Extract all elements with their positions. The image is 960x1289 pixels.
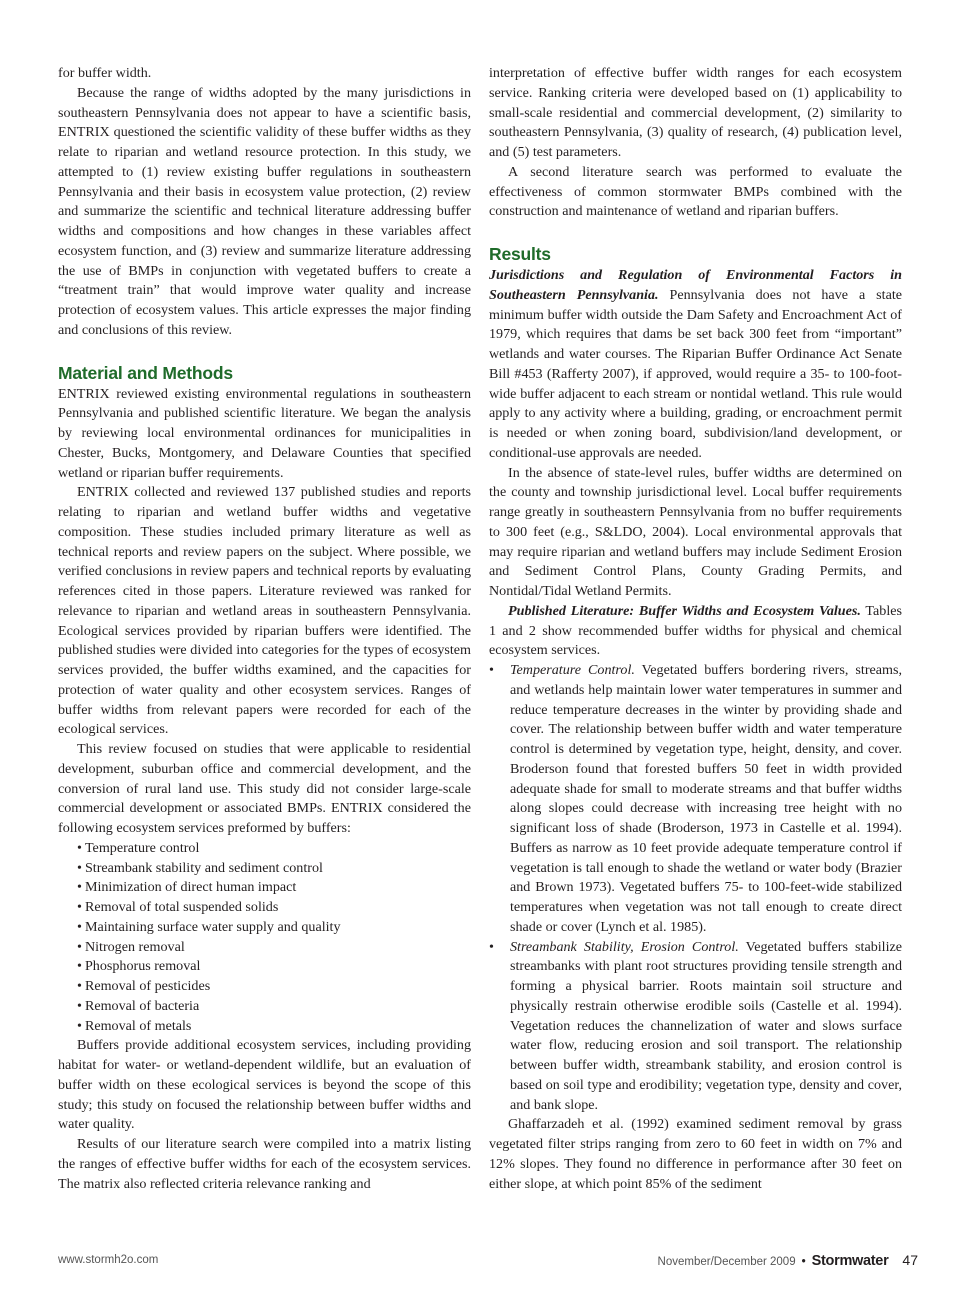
bullet-icon: • — [77, 1017, 82, 1034]
paragraph: Results of our literature search were compiled into a matrix listing the ranges of effective buffer widths for each of the ecosystem services. The matrix also reflected criteria relevance ranking and — [58, 1136, 471, 1192]
list-item: • Streambank stability and sediment control — [77, 859, 323, 876]
item-lead: Streambank Stability, Erosion Control. — [510, 938, 739, 955]
right-column — [489, 64, 902, 1194]
bullet-icon: • — [77, 918, 82, 935]
bullet-icon: • — [77, 879, 82, 896]
paragraph: ENTRIX collected and reviewed 137 published studies and reports relating to riparian and wetland buffer widths and vegetative composition. These studies included primary literature as well as technical reports and review papers on the subject. Where possible, we verified conclusions in review papers and technical reports by evaluating references cited in those papers. Literature reviewed was ranked for relevance to riparian and wetland areas in southeastern Pennsylvania. Ecological services provided by riparian buffers were identified. The published studies were divided into categories for the types of ecosystem services provided, the buffer widths examined, and the capacities for protection of water quality and other ecosystem services. Ranges of buffer widths from relevant papers were recorded for each of the ecological services. — [58, 484, 471, 738]
left-column — [58, 64, 471, 1194]
page-number: 47 — [902, 1252, 918, 1268]
paragraph: Jurisdictions and Regulation of Environmental Factors in Southeastern Pennsylvania. Pennsylvania does not have a state minimum buffer width outside the Dam Safety and Encroachment Act of 1979, which requires that dams be set back 300 feet from “important” wetlands and water courses. The Riparian Buffer Ordinance Act Senate Bill #453 (Rafferty 2007), if approved, would require a 35- to 100-foot-wide buffer adjacent to each stream or nontidal wetland. This rule would apply to any activity where a building, grading, or encroachment permit is needed or when zoning board, subdivision/land development, or conditional-use approvals are needed. — [489, 267, 902, 461]
list-item: • Minimization of direct human impact — [77, 879, 297, 896]
footer-url[interactable]: www.stormh2o.com — [58, 1254, 159, 1266]
bullet-icon: • — [77, 899, 82, 915]
list-item: • Streambank Stability, Erosion Control. Vegetated buffers stabilize streambanks with plant root structures providing tensile strength and forming a physical barrier. Roots maintain soil structure and physically restrain otherwise erodible soils (Castelle et al. 1994). Vegetation reduces the channelization of water and slows surface water flow, reducing erosion and soil transport. The relationship between buffer width, streambank stability, and erosion control is based on soil type and erodibility; vegetation type, density and cover, and bank slope. — [489, 938, 902, 1113]
page-footer — [58, 1254, 918, 1270]
list-item: • Removal of total suspended solids — [77, 899, 279, 915]
bullet-icon: • — [77, 859, 82, 876]
run-in-heading: Jurisdictions and Regulation of Environmental Factors in Southeastern Pennsylvania. — [489, 267, 902, 303]
list-item: • Temperature Control. Vegetated buffers bordering rivers, streams, and wetlands help maintain lower water temperatures in summer and reduce temperature decreases in the winter by providing shade and cover. The relationship between buffer width and water temperature control is determined by vegetation type, height, density, and cover. Broderson found that forested buffers 50 feet in width provided adequate shade for small to moderate streams and that buffer widths along slopes could decrease with increasing tree height with no significant loss of shade (Broderson, 1973 in Castelle et al. 1994). Buffers as narrow as 10 feet provide adequate temperature control if vegetation is tall enough to shade the wetland or water body (Brazier and Brown 1973). Vegetated buffers 75- to 100-feet-wide stabilized temperatures when vegetation was not tall enough to create direct shade or cover (Lynch et al. 1985). — [489, 662, 902, 935]
ecosystem-services-list — [58, 839, 471, 1037]
paragraph: interpretation of effective buffer width ranges for each ecosystem service. Ranking criteria were developed based on (1) applicability to small-scale residential and commercial development, (2) similarity to southeastern Pennsylvania, (3) quality of research, (4) publication level, and (5) test parameters. — [489, 65, 902, 160]
list-item: • Phosphorus removal — [77, 958, 201, 975]
bullet-icon: • — [77, 938, 82, 955]
bullet-icon: • — [77, 958, 82, 975]
paragraph: Ghaffarzadeh et al. (1992) examined sediment removal by grass vegetated filter strips ranging from zero to 60 feet in width on 7% and 12% slopes. They found no difference in performance after 30 feet on either slope, at which point 85% of the sediment — [489, 1116, 902, 1192]
list-item: • Removal of metals — [77, 1017, 192, 1034]
paragraph: A second literature search was performed to evaluate the effectiveness of common stormwater BMPs combined with the construction and maintenance of wetland and riparian buffers. — [489, 163, 902, 220]
run-in-heading: Published Literature: Buffer Widths and Ecosystem Values. — [508, 602, 861, 619]
list-item: • Removal of pesticides — [77, 978, 211, 994]
bullet-icon: • — [77, 839, 82, 856]
bullet-icon: • — [77, 997, 82, 1014]
footer-info — [658, 1252, 918, 1269]
list-item: • Maintaining surface water supply and quality — [77, 918, 341, 935]
paragraph: In the absence of state-level rules, buffer widths are determined on the county and township jurisdictional level. Local buffer requirements range greatly in southeastern Pennsylvania from no buffer requirements to 300 feet (e.g., S&LDO, 2004). Local environmental approvals that may require riparian and wetland buffers may include Sediment Erosion and Sediment Control Plans, County Grading Permits, and Nontidal/Tidal Wetland Permits. — [489, 464, 902, 599]
item-lead: Temperature Control. — [510, 662, 635, 678]
paragraph: This review focused on studies that were applicable to residential development, suburban office and commercial development, and the conversion of rural land use. This study did not consider large-scale commercial development or associated BMPs. ENTRIX considered the following ecosystem services preformed by buffers: — [58, 741, 471, 836]
paragraph: Buffers provide additional ecosystem services, including providing habitat for water- or wetland-dependent wildlife, but an evaluation of buffer width on these ecological services is beyond the scope of this study; this study on focused the relationship between buffer widths and water quality. — [58, 1037, 471, 1133]
section-heading-material-methods: Material and Methods — [58, 362, 233, 383]
paragraph: ENTRIX reviewed existing environmental regulations in southeastern Pennsylvania and published scientific literature. We began the analysis by reviewing local environmental ordinances for municipalities in Chester, Bucks, Montgomery, and Delaware Counties that specified wetland or riparian buffer requirements. — [58, 385, 471, 481]
list-item: • Temperature control — [77, 839, 200, 856]
magazine-brand: Stormwater — [811, 1253, 889, 1269]
separator-dot: • — [801, 1256, 806, 1268]
list-item: • Removal of bacteria — [77, 997, 200, 1014]
paragraph: for buffer width. — [58, 65, 152, 81]
paragraph: Because the range of widths adopted by the many jurisdictions in southeastern Pennsylvania does not appear to have a scientific basis, ENTRIX questioned the scientific validity of these buffer widths as they relate to riparian and wetland resource protection. In this study, we attempted to (1) review existing buffer regulations in southeastern Pennsylvania and their basis in ecosystem value protection, (2) review and summarize the scientific and technical literature addressing buffer widths and compositions and how changes in these variables affect ecosystem function, and (3) review and summarize literature addressing the use of BMPs in conjunction with vegetated buffers to create a “treatment train” that would improve water quality and increase protection of ecosystem values. This article expresses the major finding and conclusions of this review. — [58, 84, 471, 338]
issue-date: November/December 2009 — [657, 1256, 796, 1268]
section-heading-results: Results — [489, 244, 551, 264]
paragraph: Published Literature: Buffer Widths and Ecosystem Values. Tables 1 and 2 show recommended buffer widths for physical and chemical ecosystem services. — [489, 602, 902, 659]
bullet-icon: • — [489, 938, 494, 955]
ecosystem-values-list — [489, 661, 902, 1115]
list-item: • Nitrogen removal — [77, 938, 185, 955]
bullet-icon: • — [77, 978, 82, 994]
bullet-icon: • — [489, 662, 494, 678]
